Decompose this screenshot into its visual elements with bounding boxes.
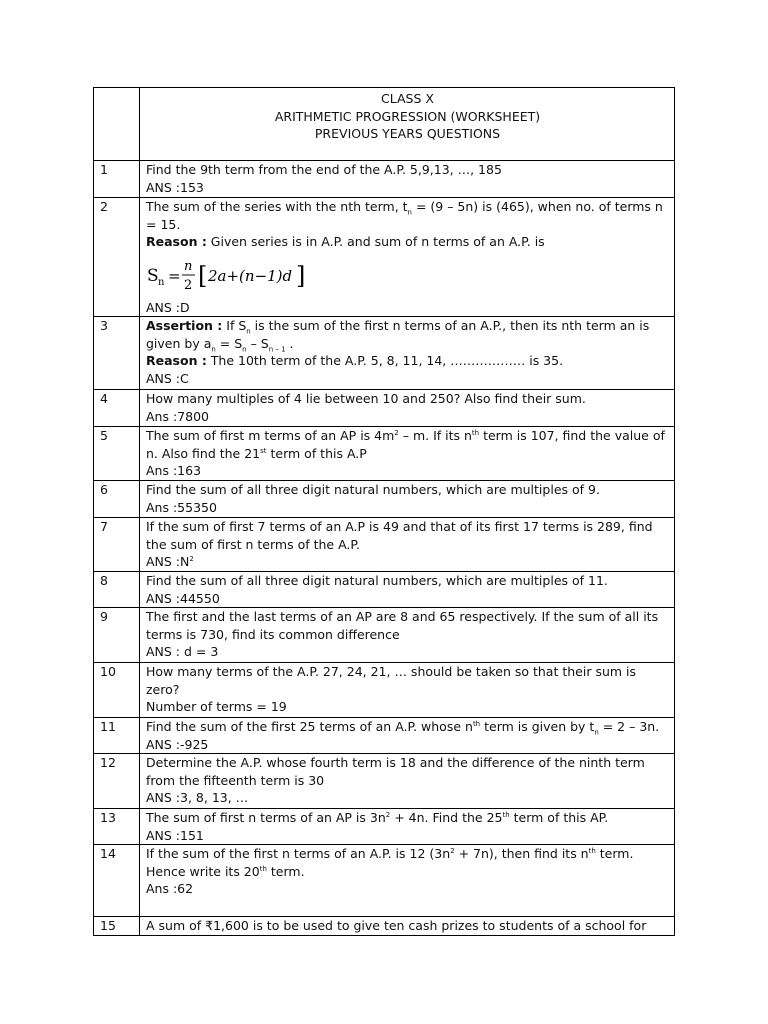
question-text: Find the sum of all three digit natural numbers, which are multiples of 11. [146, 573, 608, 588]
question-cell [140, 161, 675, 198]
answer-text: Number of terms = 19 [146, 699, 287, 714]
question-text: A sum of ₹1,600 is to be used to give ten cash prizes to students of a school for [146, 918, 647, 933]
question-number: 11 [94, 718, 140, 754]
question-text: Find the 9th term from the end of the A.P. 5,9,13, …, 185 [146, 162, 502, 177]
question-text: If the sum of the first n terms of an A.P. is 12 $(3n^2 + 7n)$, then find its $n^{th}$ term. Hence write its 20th term. [146, 846, 634, 879]
question-number: 13 [94, 809, 140, 845]
question-text: Find the sum of all three digit natural numbers, which are multiples of 9. [146, 482, 600, 497]
question-cell [140, 572, 675, 608]
question-cell [140, 427, 675, 481]
assertion-label: Assertion : [146, 318, 223, 333]
question-cell [140, 663, 675, 718]
question-row-8 [94, 572, 675, 608]
question-cell [140, 754, 675, 809]
question-number: 5 [94, 427, 140, 481]
answer-text: ANS :44550 [146, 590, 220, 606]
answer-text: Ans :7800 [146, 408, 209, 424]
answer-text: ANS :D [146, 299, 190, 315]
question-row-1 [94, 161, 675, 198]
question-row-14 [94, 845, 675, 917]
blank-line [146, 898, 669, 915]
reason-label: Reason : [146, 234, 207, 249]
answer-text: ANS : d = 3 [146, 644, 219, 659]
answer-text: ANS :C [146, 370, 189, 386]
question-row-4 [94, 390, 675, 427]
answer-text: Ans :55350 [146, 499, 217, 515]
question-text: The sum of first m terms of an AP is $4m^2$ – m. If its $n^{th}$ term is 107, find the value of n. Also find the 21st term of this A.P [146, 428, 665, 461]
worksheet-table [93, 87, 675, 936]
question-row-2 [94, 198, 675, 317]
question-row-12 [94, 754, 675, 809]
question-text: The first and the last terms of an AP are 8 and 65 respectively. If the sum of all its terms is 730, find its common difference [146, 609, 659, 642]
question-number: 2 [94, 198, 140, 317]
question-cell [140, 608, 675, 663]
svg-text:S: S [147, 265, 159, 286]
svg-text:=: = [168, 266, 181, 285]
question-text: Determine the A.P. whose fourth term is 18 and the difference of the ninth term from the fifteenth term is 30 [146, 755, 645, 788]
question-cell [140, 518, 675, 572]
answer-text: Ans :62 [146, 881, 194, 896]
question-number: 3 [94, 317, 140, 390]
question-text: Find the sum of the first 25 terms of an A.P. whose $n^{th}$ term is given by $t_n = 2 - 3n$. [146, 719, 660, 737]
answer-text: ANS $:N^2$ [146, 554, 194, 569]
question-row-10 [94, 663, 675, 718]
answer-text: ANS :151 [146, 827, 204, 843]
question-row-7 [94, 518, 675, 572]
question-number: 14 [94, 845, 140, 917]
reason-label: Reason : [146, 353, 207, 368]
svg-text:n: n [158, 276, 165, 288]
question-number: 7 [94, 518, 140, 572]
question-number: 4 [94, 390, 140, 427]
question-number: 10 [94, 663, 140, 718]
question-row-15 [94, 917, 675, 936]
question-row-6 [94, 481, 675, 518]
svg-text:]: ] [296, 261, 306, 290]
question-cell [140, 390, 675, 427]
question-cell [140, 917, 675, 936]
question-cell [140, 718, 675, 754]
question-number: 15 [94, 917, 140, 936]
class-title: CLASS X [381, 91, 434, 106]
svg-text:2: 2 [184, 277, 193, 293]
question-number: 9 [94, 608, 140, 663]
question-text: The sum of first n terms of an AP is $3n^2 + 4n$. Find the 25th term of this AP. [146, 810, 609, 825]
worksheet-title: ARITHMETIC PROGRESSION (WORKSHEET) [274, 108, 541, 124]
question-number: 1 [94, 161, 140, 198]
header-number-cell [94, 88, 140, 161]
question-cell [140, 809, 675, 845]
answer-text: Ans :163 [146, 463, 202, 478]
question-text: The sum of the series with the nth term, $t_n = (9 - 5n)$ is (465), when no. of terms n = 15. [146, 199, 663, 232]
question-row-11 [94, 718, 675, 754]
question-cell [140, 198, 675, 317]
question-row-3 [94, 317, 675, 390]
svg-text:n: n [184, 258, 193, 274]
question-row-5 [94, 427, 675, 481]
question-number: 6 [94, 481, 140, 518]
header-title-cell [140, 88, 675, 161]
svg-text:[: [ [198, 261, 208, 290]
assertion-text: Assertion : If $S_n$ is the sum of the first n terms of an A.P., then its nth term an is given by $a_n = S_n - S_{n - 1}$ . [146, 318, 650, 353]
question-number: 12 [94, 754, 140, 809]
svg-text:2a+(n−1)d: 2a+(n−1)d [208, 266, 293, 285]
reason-text: Reason : Given series is in A.P. and sum of n terms of an A.P. is [146, 234, 545, 249]
question-cell [140, 845, 675, 917]
question-text: How many multiples of 4 lie between 10 and 250? Also find their sum. [146, 391, 586, 406]
question-text: If the sum of first 7 terms of an A.P is 49 and that of its first 17 terms is 289, find the sum of first n terms of the A.P. [146, 519, 653, 552]
question-cell [140, 317, 675, 390]
answer-text: ANS :153 [146, 179, 204, 195]
answer-text: ANS :-925 [146, 736, 209, 752]
answer-text: ANS :3, 8, 13, … [146, 790, 249, 805]
question-number: 8 [94, 572, 140, 608]
header-row [94, 88, 675, 161]
question-cell [140, 481, 675, 518]
sum-formula [146, 253, 669, 297]
question-row-9 [94, 608, 675, 663]
question-text: How many terms of the A.P. 27, 24, 21, … should be taken so that their sum is zero? [146, 664, 637, 697]
worksheet-subtitle: PREVIOUS YEARS QUESTIONS [314, 126, 501, 141]
reason-text: Reason : The 10th term of the A.P. 5, 8, 11, 14, ……………… is 35. [146, 353, 564, 368]
question-row-13 [94, 809, 675, 845]
